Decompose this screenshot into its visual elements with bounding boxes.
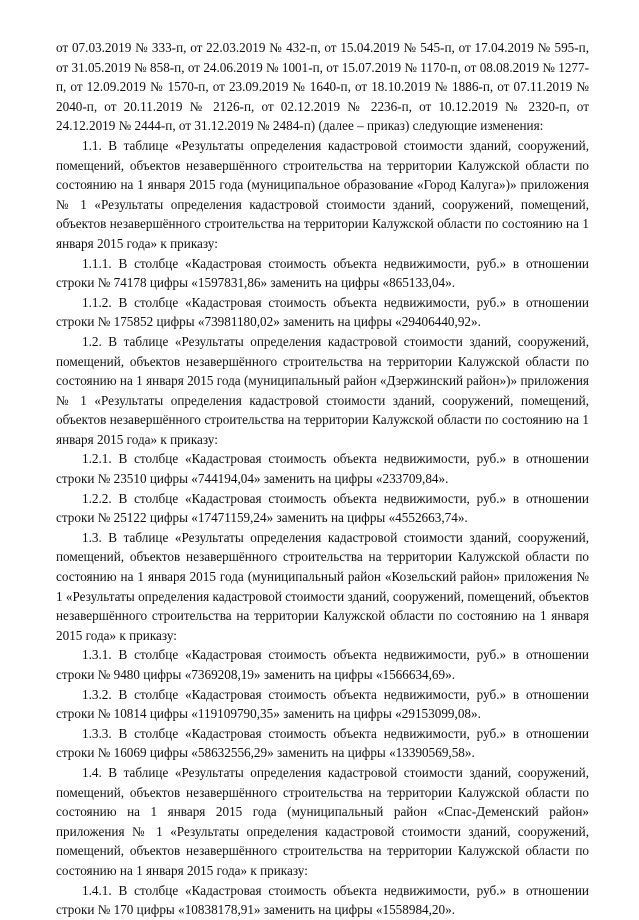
paragraph-1-1-1: 1.1.1. В столбце «Кадастровая стоимость объекта недвижимости, руб.» в отношении строки № 74178 цифры «1597831,86» заменить на цифры «865133,04». xyxy=(56,255,589,291)
paragraph-1-2: 1.2. В таблице «Результаты определения кадастровой стоимости зданий, сооружений, помещений, объектов незавершённого строительства на территории Калужской области по состоянию на 1 января 2015 года (муниципальный район «Дзержинский район»)» приложения № 1 «Результаты определения кадастровой стоимости зданий, сооружений, помещений, объектов незавершённого строительства на территории Калужской области по состоянию на 1 января 2015 года» к приказу: xyxy=(56,333,589,447)
paragraph-1-3-1: 1.3.1. В столбце «Кадастровая стоимость объекта недвижимости, руб.» в отношении строки № 9480 цифры «7369208,19» заменить на цифры «1566634,69». xyxy=(56,647,589,682)
paragraph-1-4: 1.4. В таблице «Результаты определения кадастровой стоимости зданий, сооружений, помещений, объектов незавершённого строительства на территории Калужской области по состоянию на 1 января 2015 года (муниципальный район «Спас-Деменский район» приложения № 1 «Результаты определения кадастровой стоимости зданий, сооружений, помещений, объектов незавершённого строительства на территории Калужской области по состоянию на 1 января 2015 года» к приказу: xyxy=(56,764,589,878)
paragraph-1-1: 1.1. В таблице «Результаты определения кадастровой стоимости зданий, сооружений, помещений, объектов незавершённого строительства на территории Калужской области по состоянию на 1 января 2015 года (муниципальное образование «Город Калуга»)» приложения № 1 «Результаты определения кадастровой стоимости зданий, сооружений, помещений, объектов незавершённого строительства на территории Калужской области по состоянию на 1 января 2015 года» к приказу: xyxy=(56,137,589,251)
paragraph-1-2-2: 1.2.2. В столбце «Кадастровая стоимость объекта недвижимости, руб.» в отношении строки № 25122 цифры «17471159,24» заменить на цифры «4552663,74». xyxy=(56,490,589,526)
paragraph-1-3-2: 1.3.2. В столбце «Кадастровая стоимость объекта недвижимости, руб.» в отношении строки № 10814 цифры «119109790,35» заменить на цифры «29153099,08». xyxy=(56,686,589,722)
paragraph-1-1-2: 1.1.2. В столбце «Кадастровая стоимость объекта недвижимости, руб.» в отношении строки № 175852 цифры «73981180,02» заменить на цифры «29406440,92». xyxy=(56,294,589,330)
paragraph-1-3: 1.3. В таблице «Результаты определения кадастровой стоимости зданий, сооружений, помещений, объектов незавершённого строительства на территории Калужской области по состоянию на 1 января 2015 года (муниципальный район «Козельский район» приложения № 1 «Результаты определения кадастровой стоимости зданий, сооружений, помещений, объектов незавершённого строительства на территории Калужской области по состоянию на 1 января 2015 года» к приказу: xyxy=(56,529,589,643)
paragraph-amendments-intro: от 07.03.2019 № 333-п, от 22.03.2019 № 432-п, от 15.04.2019 № 545-п, от 17.04.2019 № 595-п, от 31.05.2019 № 858-п, от 24.06.2019 № 1001-п, от 15.07.2019 № 1170-п, от 08.08.2019 № 1277-п, от 12.09.2019 № 1570-п, от 23.09.2019 № 1640-п, от 18.10.2019 № 1886-п, от 07.11.2019 № 2040-п, от 20.11.2019 № 2126-п, от 02.12.2019 № 2236-п, от 10.12.2019 № 2320-п, от 24.12.2019 № 2444-п, от 31.12.2019 № 2484-п) (далее – приказ) следующие изменения: xyxy=(56,40,589,134)
paragraph-1-3-3: 1.3.3. В столбце «Кадастровая стоимость объекта недвижимости, руб.» в отношении строки № 16069 цифры «58632556,29» заменить на цифры «13390569,58». xyxy=(56,725,589,761)
document-page xyxy=(56,38,589,920)
paragraph-1-2-1: 1.2.1. В столбце «Кадастровая стоимость объекта недвижимости, руб.» в отношении строки № 23510 цифры «744194,04» заменить на цифры «233709,84». xyxy=(56,451,589,487)
paragraph-1-4-1: 1.4.1. В столбце «Кадастровая стоимость объекта недвижимости, руб.» в отношении строки № 170 цифры «10838178,91» заменить на цифры «1558984,20». xyxy=(56,882,589,918)
